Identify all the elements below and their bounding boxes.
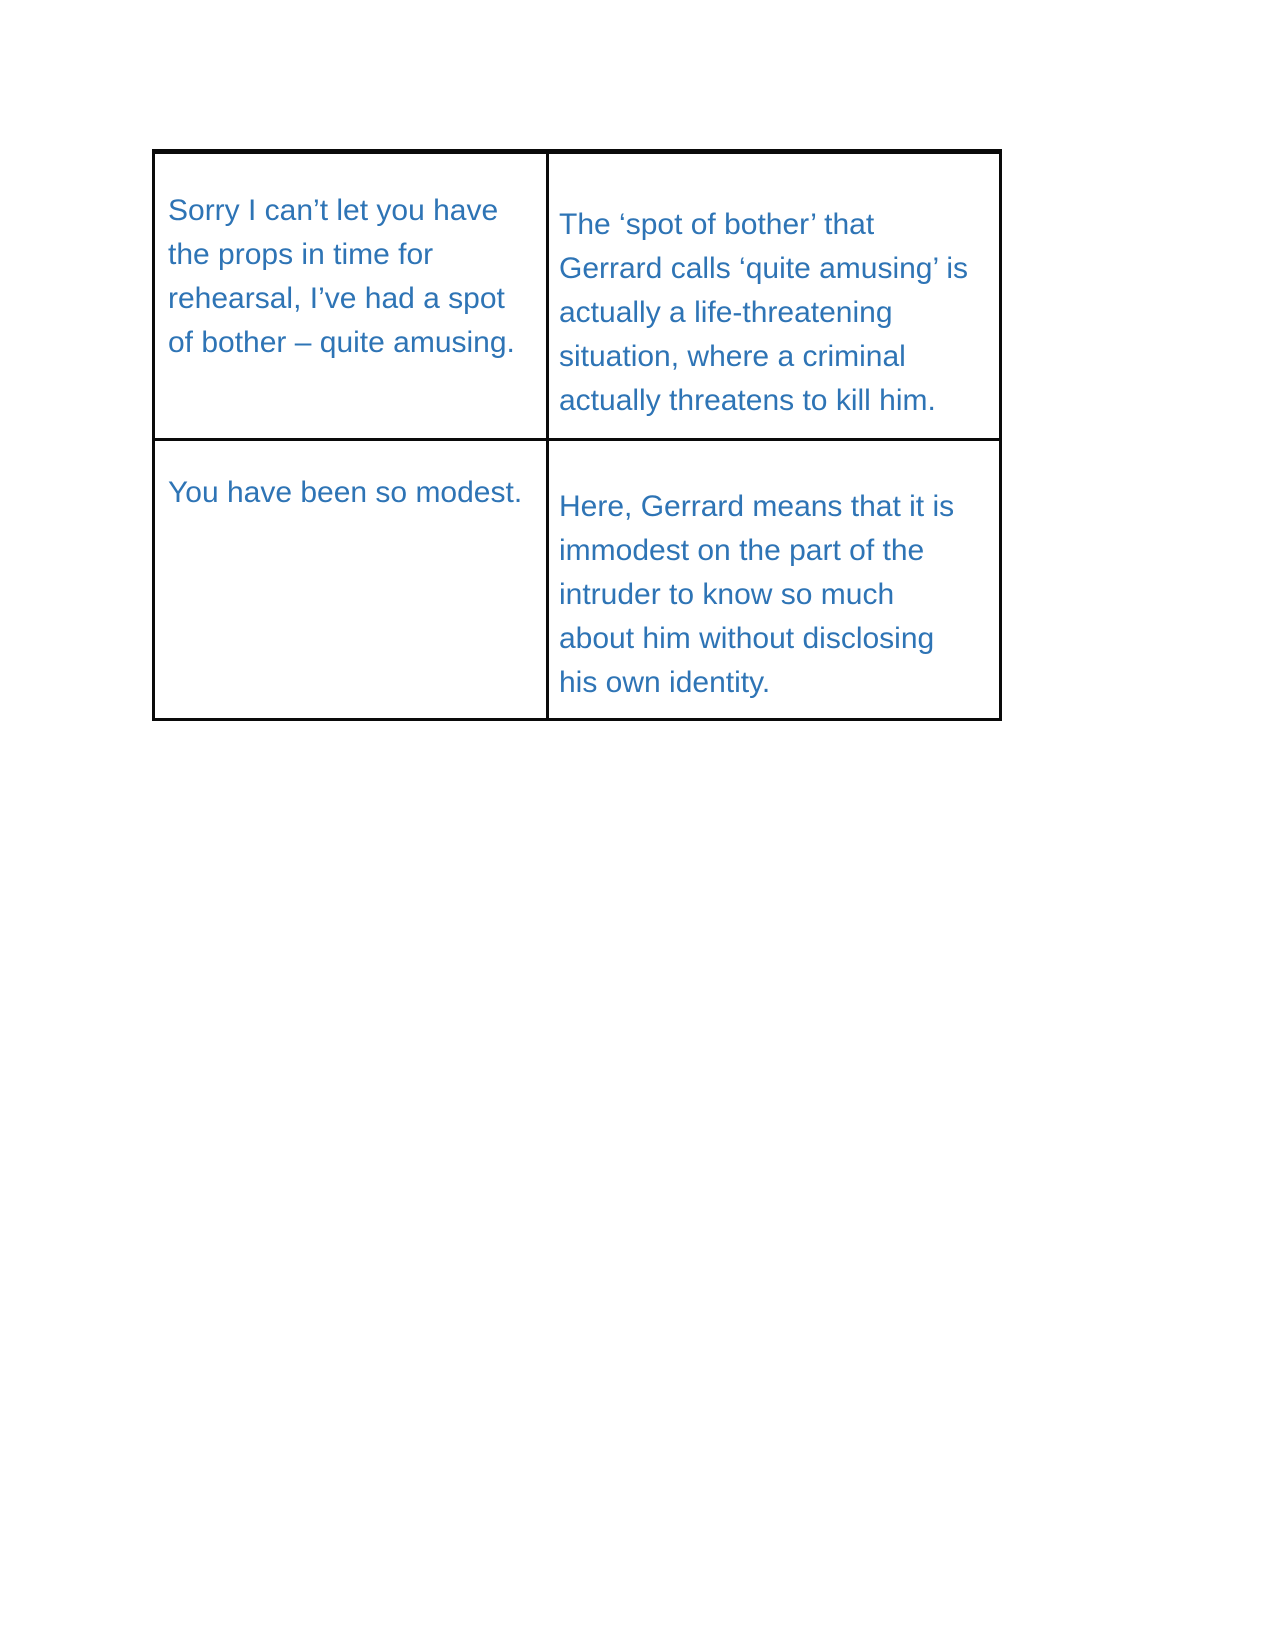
text-line: Sorry I can’t let you have [168, 194, 499, 227]
text-line: actually threatens to kill him. [559, 384, 936, 417]
text-line: intruder to know so much [559, 578, 895, 611]
table-cell-explanation-row2 [549, 441, 999, 718]
text-line: about him without disclosing [559, 622, 935, 655]
text-line: Here, Gerrard means that it is [559, 490, 955, 523]
text-line: You have been so modest. [168, 476, 523, 509]
text-line: The ‘spot of bother’ that [559, 208, 875, 241]
text-line: Gerrard calls ‘quite amusing’ is [559, 252, 969, 285]
dialogue-explanation-table [152, 149, 1002, 721]
text-line: his own identity. [559, 666, 771, 699]
text-line: of bother – quite amusing. [168, 326, 515, 359]
text-line: situation, where a criminal [559, 340, 906, 373]
table-cell-quote-row1 [155, 154, 549, 441]
table-cell-quote-row2 [155, 441, 549, 718]
table-cell-explanation-row1 [549, 154, 999, 441]
text-line: immodest on the part of the [559, 534, 925, 567]
text-line: rehearsal, I’ve had a spot [168, 282, 505, 315]
text-line: actually a life-threatening [559, 296, 893, 329]
text-line: the props in time for [168, 238, 434, 271]
